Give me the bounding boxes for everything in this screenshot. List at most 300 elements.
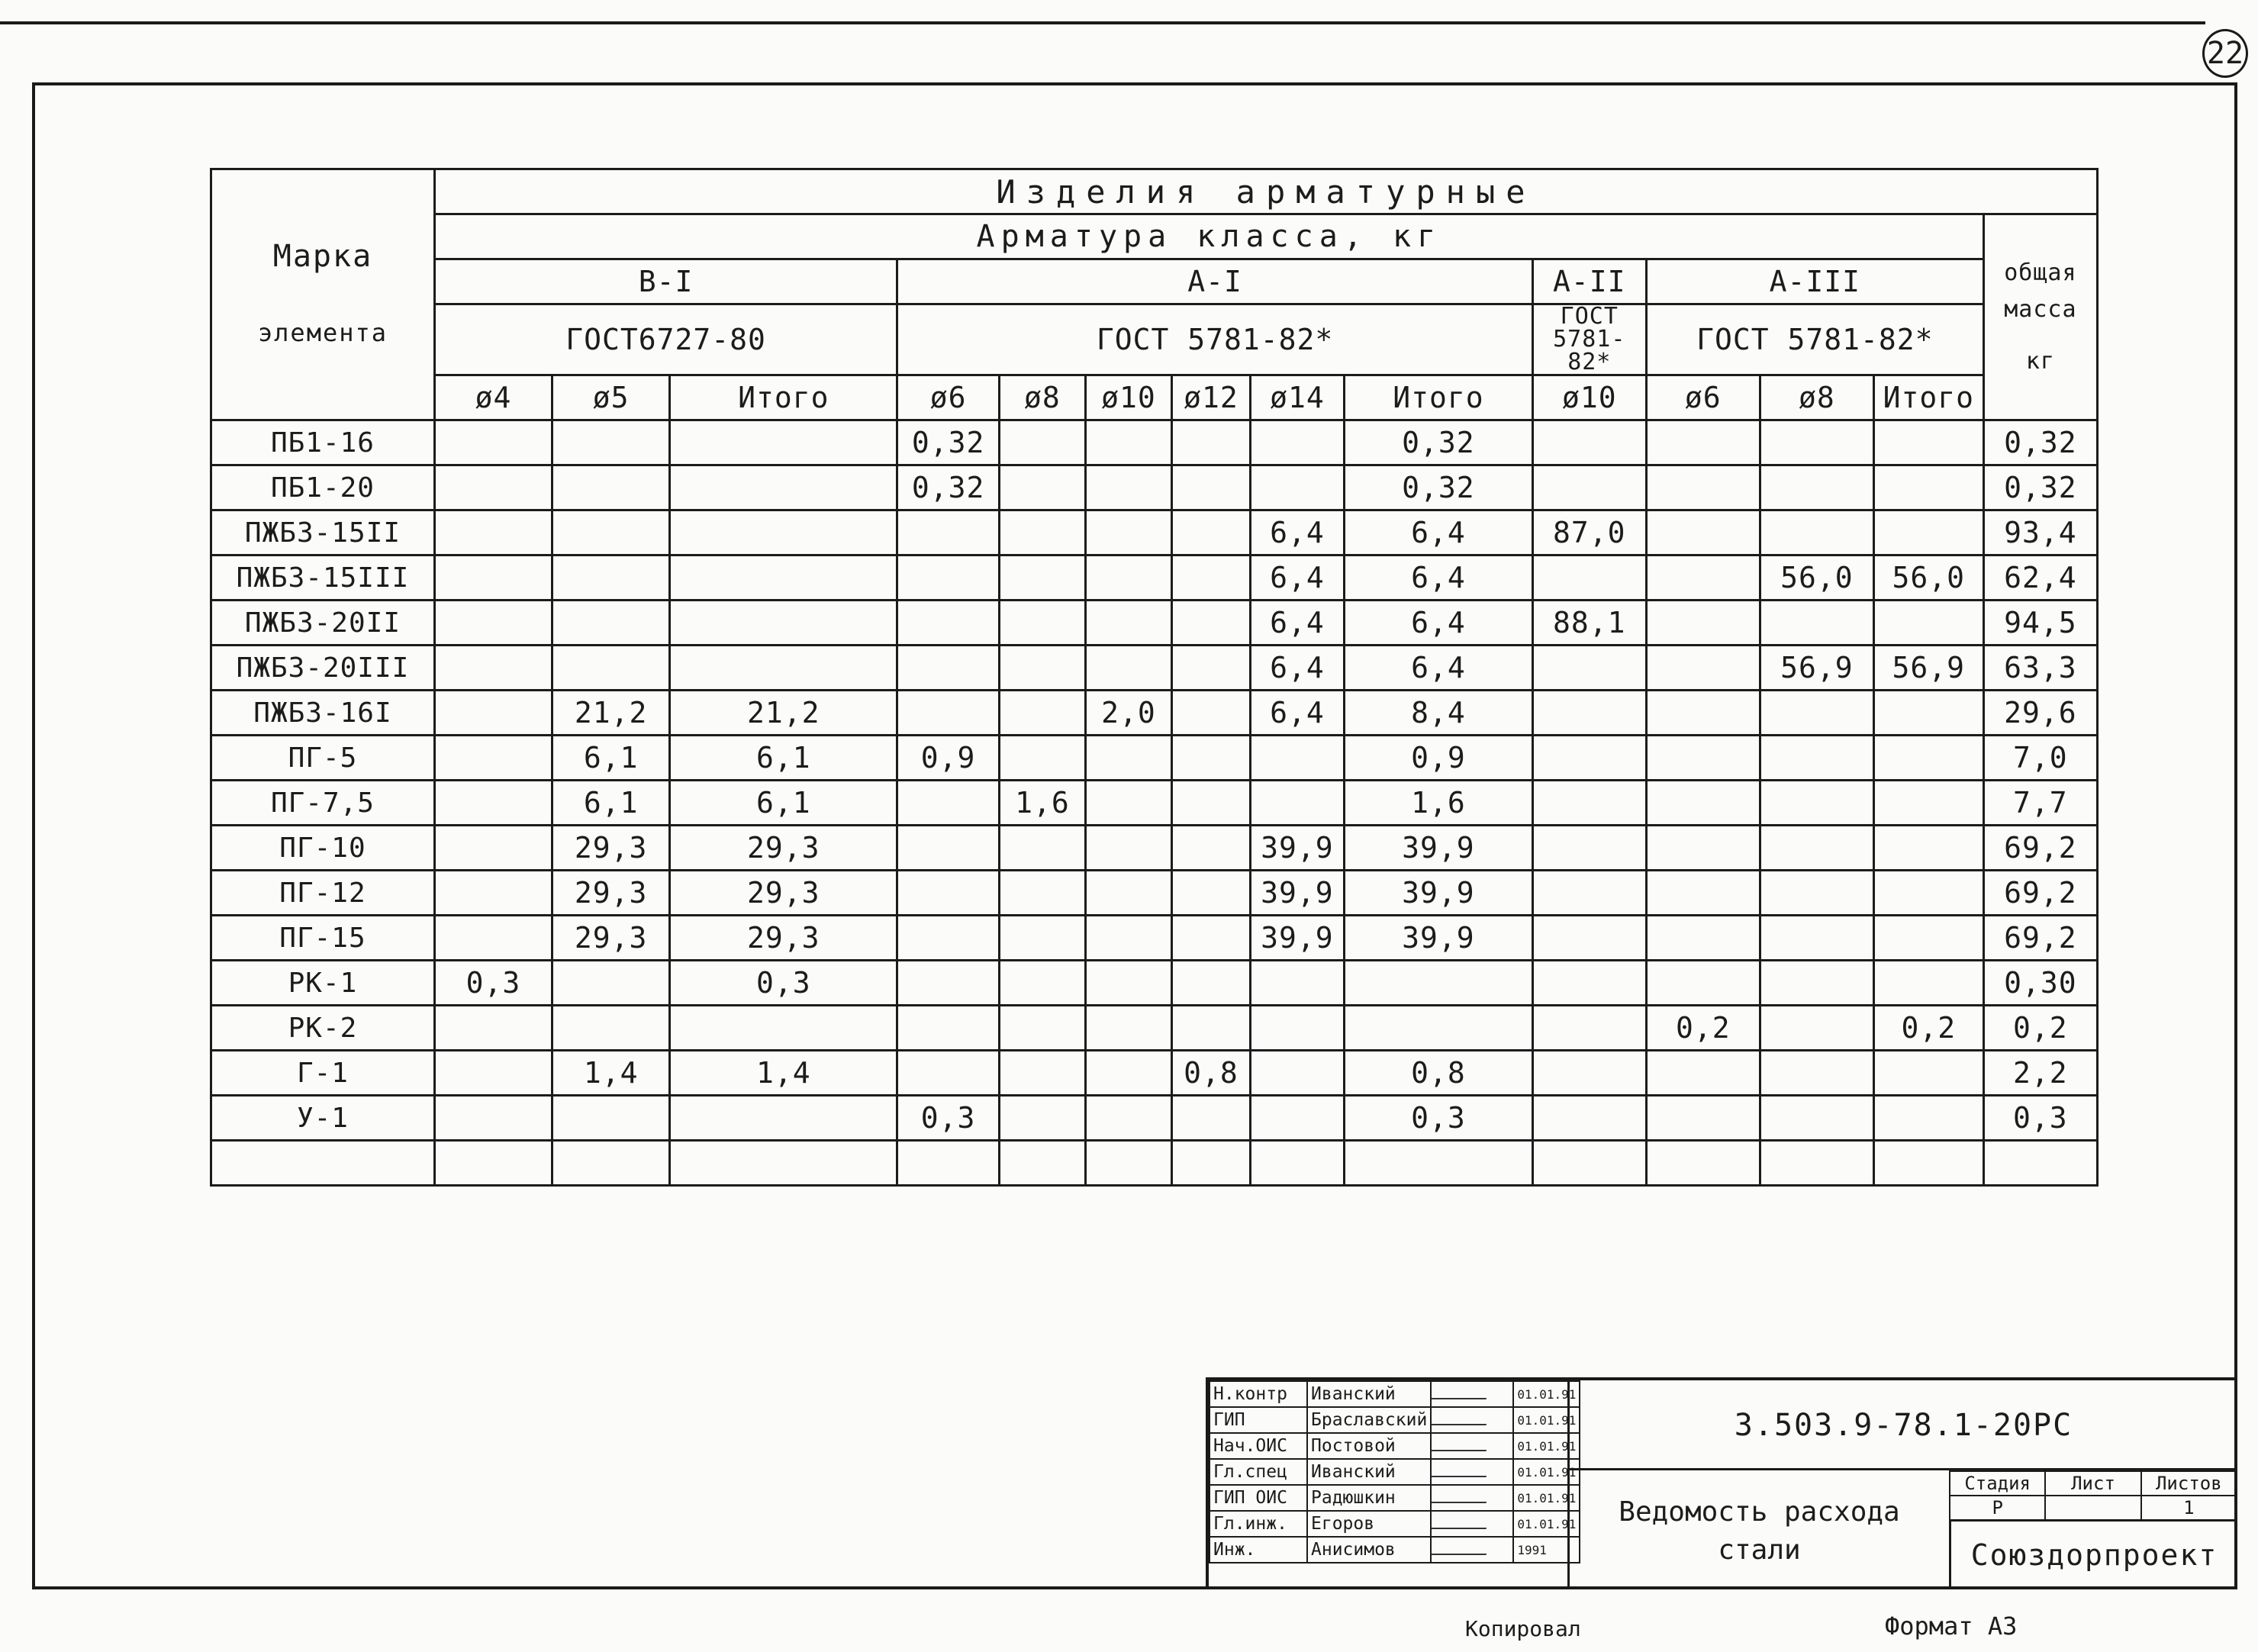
element-mark: ПЖБ3-16I	[211, 691, 435, 736]
signers-table	[1209, 1380, 1580, 1563]
element-mark: РК-1	[211, 961, 435, 1006]
mass-cell: 39,9	[1250, 916, 1344, 961]
mass-cell	[1760, 1006, 1873, 1051]
table-row	[211, 646, 2098, 691]
mass-cell	[1250, 736, 1344, 781]
mass-cell	[1760, 420, 1873, 465]
mass-cell: 39,9	[1345, 826, 1533, 871]
mass-cell: 0,2	[1873, 1006, 1983, 1051]
signer-date: 01.01.91	[1513, 1511, 1580, 1537]
mass-cell	[1760, 916, 1873, 961]
mass-cell	[1532, 961, 1646, 1006]
signature-mark	[1432, 1410, 1493, 1425]
mass-cell	[1172, 601, 1251, 646]
mass-cell	[1646, 465, 1760, 510]
sheets-value: 1	[2141, 1496, 2237, 1520]
organization: Союздорпроект	[1949, 1519, 2237, 1589]
mass-cell	[1172, 420, 1251, 465]
mass-cell	[1345, 961, 1533, 1006]
mass-cell	[552, 646, 670, 691]
element-mark: ПБ1-16	[211, 420, 435, 465]
table-row	[211, 510, 2098, 555]
mass-cell	[999, 691, 1085, 736]
element-mark: ПГ-12	[211, 871, 435, 916]
mass-cell	[1873, 465, 1983, 510]
mass-cell	[1760, 465, 1873, 510]
mass-cell	[552, 961, 670, 1006]
mass-cell	[552, 510, 670, 555]
group-name-a2: А-II	[1532, 259, 1646, 304]
mass-cell	[1873, 691, 1983, 736]
mass-cell	[1250, 465, 1344, 510]
mass-cell	[1873, 420, 1983, 465]
mark-header	[211, 169, 435, 420]
mass-cell: 56,9	[1873, 646, 1983, 691]
group-gost-a1: ГОСТ 5781-82*	[897, 304, 1532, 375]
mass-cell	[897, 691, 1000, 736]
empty-cell	[1085, 1141, 1171, 1186]
steel-consumption-table	[210, 168, 2099, 1187]
mass-cell	[1172, 961, 1251, 1006]
signature-mark	[1432, 1384, 1493, 1399]
mass-cell	[1873, 961, 1983, 1006]
mass-cell	[1172, 826, 1251, 871]
total-mass-cell: 29,6	[1983, 691, 2097, 736]
total-mass-header-line-1: общая	[2004, 259, 2077, 286]
mass-cell: 0,32	[897, 420, 1000, 465]
document-title	[1567, 1470, 1949, 1589]
mass-cell	[1873, 826, 1983, 871]
mass-cell: 39,9	[1345, 916, 1533, 961]
mass-cell	[1532, 691, 1646, 736]
mass-cell: 6,4	[1345, 510, 1533, 555]
mass-cell	[1646, 601, 1760, 646]
mass-cell	[897, 601, 1000, 646]
mass-cell: 6,1	[670, 781, 897, 826]
mass-cell	[1085, 781, 1171, 826]
mass-cell	[1345, 1006, 1533, 1051]
format-label: Формат А3	[1885, 1612, 2018, 1641]
mass-cell	[1760, 736, 1873, 781]
empty-cell	[897, 1141, 1000, 1186]
signature	[1431, 1433, 1513, 1459]
mass-cell	[1085, 646, 1171, 691]
signature	[1431, 1485, 1513, 1511]
mass-cell	[670, 1006, 897, 1051]
signer-role: Гл.спец	[1210, 1459, 1307, 1485]
mass-cell	[1085, 916, 1171, 961]
element-mark: ПГ-5	[211, 736, 435, 781]
mass-cell: 0,2	[1646, 1006, 1760, 1051]
element-mark: ПЖБ3-15III	[211, 555, 435, 601]
mass-cell	[999, 510, 1085, 555]
mass-cell	[1085, 601, 1171, 646]
table-row	[211, 1096, 2098, 1141]
mass-cell	[434, 420, 552, 465]
signer-name: Иванский	[1307, 1459, 1431, 1485]
mass-cell: 29,3	[670, 916, 897, 961]
empty-cell	[1345, 1141, 1533, 1186]
group-name-a3: А-III	[1646, 259, 1983, 304]
mass-cell: 39,9	[1345, 871, 1533, 916]
empty-cell	[1646, 1141, 1760, 1186]
mass-cell	[1760, 1051, 1873, 1096]
mass-cell: 56,0	[1760, 555, 1873, 601]
mass-cell	[1873, 736, 1983, 781]
table-row	[211, 601, 2098, 646]
mass-cell	[1085, 420, 1171, 465]
mass-cell	[1760, 510, 1873, 555]
table-title: Изделия арматурные	[434, 169, 2097, 214]
table-row	[211, 555, 2098, 601]
class-header: Арматура класса, кг	[434, 214, 1983, 259]
mass-cell	[1172, 646, 1251, 691]
signer-row	[1210, 1433, 1580, 1459]
mass-cell	[897, 646, 1000, 691]
mass-cell	[1532, 555, 1646, 601]
mass-cell	[1085, 1006, 1171, 1051]
mass-cell	[1172, 736, 1251, 781]
mass-cell	[1873, 781, 1983, 826]
mass-cell	[897, 555, 1000, 601]
signer-role: Гл.инж.	[1210, 1511, 1307, 1537]
mass-cell	[1085, 555, 1171, 601]
total-mass-cell: 0,3	[1983, 1096, 2097, 1141]
signer-name: Радюшкин	[1307, 1485, 1431, 1511]
mass-cell	[999, 871, 1085, 916]
mass-cell	[1646, 510, 1760, 555]
mass-cell	[1760, 781, 1873, 826]
mass-cell	[1250, 1051, 1344, 1096]
diameter-header: ø8	[999, 375, 1085, 420]
mass-cell	[1172, 510, 1251, 555]
stage-table	[1949, 1470, 2237, 1521]
mass-cell	[1532, 781, 1646, 826]
mass-cell: 29,3	[670, 826, 897, 871]
diameter-header: ø6	[1646, 375, 1760, 420]
mass-cell	[1532, 1051, 1646, 1096]
empty-cell	[1873, 1141, 1983, 1186]
mass-cell	[1172, 691, 1251, 736]
signer-row	[1210, 1459, 1580, 1485]
signer-name: Иванский	[1307, 1381, 1431, 1407]
mass-cell	[1172, 1096, 1251, 1141]
mass-cell	[670, 510, 897, 555]
copied-label: Копировал	[1465, 1616, 1581, 1641]
empty-cell	[1172, 1141, 1251, 1186]
signature	[1431, 1537, 1513, 1563]
mass-cell	[1250, 961, 1344, 1006]
mass-cell	[1250, 1006, 1344, 1051]
signer-name: Анисимов	[1307, 1537, 1431, 1563]
total-mass-cell: 7,0	[1983, 736, 2097, 781]
total-mass-cell: 7,7	[1983, 781, 2097, 826]
group-name-b1: В-I	[434, 259, 897, 304]
mass-cell	[670, 420, 897, 465]
empty-cell	[999, 1141, 1085, 1186]
mass-cell: 6,4	[1345, 646, 1533, 691]
signature-mark	[1432, 1488, 1493, 1503]
total-mass-cell: 2,2	[1983, 1051, 2097, 1096]
mass-cell: 1,6	[1345, 781, 1533, 826]
sheet-header: Лист	[2045, 1471, 2140, 1496]
mass-cell: 29,3	[552, 826, 670, 871]
table-row	[211, 781, 2098, 826]
mass-cell: 0,32	[1345, 420, 1533, 465]
mass-cell	[1646, 916, 1760, 961]
total-mass-cell: 69,2	[1983, 916, 2097, 961]
element-mark: ПГ-15	[211, 916, 435, 961]
mass-cell	[434, 1006, 552, 1051]
mass-cell	[999, 420, 1085, 465]
mass-cell: 6,4	[1345, 601, 1533, 646]
diameter-header: Итого	[1345, 375, 1533, 420]
mass-cell: 6,1	[670, 736, 897, 781]
mass-cell	[999, 646, 1085, 691]
diameter-header: ø8	[1760, 375, 1873, 420]
group-name-a1: А-I	[897, 259, 1532, 304]
mass-cell	[1250, 420, 1344, 465]
mass-cell	[434, 465, 552, 510]
total-mass-cell: 0,30	[1983, 961, 2097, 1006]
mass-cell: 1,6	[999, 781, 1085, 826]
signer-date: 01.01.91	[1513, 1485, 1580, 1511]
mass-cell: 0,9	[897, 736, 1000, 781]
mass-cell	[1532, 871, 1646, 916]
mass-cell	[552, 555, 670, 601]
mass-cell	[1532, 420, 1646, 465]
mass-cell	[1085, 826, 1171, 871]
top-rule	[0, 21, 2205, 24]
mass-cell	[1085, 1096, 1171, 1141]
mass-cell	[999, 465, 1085, 510]
total-mass-header	[1983, 214, 2097, 420]
mass-cell	[1532, 826, 1646, 871]
mass-cell	[1646, 555, 1760, 601]
mass-cell: 1,4	[670, 1051, 897, 1096]
mass-cell: 0,3	[897, 1096, 1000, 1141]
mass-cell	[1646, 646, 1760, 691]
mass-cell	[1532, 736, 1646, 781]
mass-cell	[434, 555, 552, 601]
mass-cell	[999, 961, 1085, 1006]
signer-row	[1210, 1537, 1580, 1563]
mass-cell	[1532, 916, 1646, 961]
element-mark: ПЖБ3-20III	[211, 646, 435, 691]
mass-cell	[999, 555, 1085, 601]
mass-cell: 0,8	[1172, 1051, 1251, 1096]
signer-row	[1210, 1407, 1580, 1433]
mass-cell	[434, 781, 552, 826]
mass-cell	[999, 1096, 1085, 1141]
signature-mark	[1432, 1514, 1493, 1529]
table-row	[211, 691, 2098, 736]
mass-cell	[1646, 736, 1760, 781]
mass-cell	[1532, 646, 1646, 691]
mass-cell	[1532, 465, 1646, 510]
signer-role: ГИП	[1210, 1407, 1307, 1433]
mass-cell	[1873, 916, 1983, 961]
total-mass-cell: 69,2	[1983, 871, 2097, 916]
mass-cell	[1646, 691, 1760, 736]
total-mass-cell: 0,32	[1983, 420, 2097, 465]
signer-role: ГИП ОИС	[1210, 1485, 1307, 1511]
mass-cell	[1646, 871, 1760, 916]
mass-cell	[1873, 601, 1983, 646]
mass-cell	[1172, 916, 1251, 961]
mass-cell	[1646, 781, 1760, 826]
mass-cell	[897, 961, 1000, 1006]
signer-row	[1210, 1511, 1580, 1537]
total-mass-cell: 63,3	[1983, 646, 2097, 691]
element-mark: Г-1	[211, 1051, 435, 1096]
mass-cell	[897, 781, 1000, 826]
table-row	[211, 826, 2098, 871]
total-mass-cell: 62,4	[1983, 555, 2097, 601]
mass-cell: 0,3	[670, 961, 897, 1006]
mass-cell	[434, 601, 552, 646]
mass-cell: 0,9	[1345, 736, 1533, 781]
diameter-header: ø5	[552, 375, 670, 420]
mass-cell	[434, 510, 552, 555]
mass-cell: 8,4	[1345, 691, 1533, 736]
total-mass-cell: 69,2	[1983, 826, 2097, 871]
mass-cell	[1646, 826, 1760, 871]
mass-cell	[1760, 1096, 1873, 1141]
total-mass-header-line-2: масса	[2004, 295, 2077, 323]
signature-mark	[1432, 1462, 1493, 1477]
mass-cell	[1250, 781, 1344, 826]
mass-cell	[552, 465, 670, 510]
element-mark: ПЖБ3-15II	[211, 510, 435, 555]
signer-role: Н.контр	[1210, 1381, 1307, 1407]
mass-cell	[897, 1006, 1000, 1051]
mass-cell	[1646, 1096, 1760, 1141]
signature	[1431, 1407, 1513, 1433]
mass-cell	[434, 871, 552, 916]
mass-cell	[1250, 1096, 1344, 1141]
stage-header: Стадия	[1950, 1471, 2045, 1496]
sheets-header: Листов	[2141, 1471, 2237, 1496]
mass-cell	[1085, 465, 1171, 510]
table-row	[211, 1006, 2098, 1051]
mass-cell	[1172, 1006, 1251, 1051]
table-row	[211, 961, 2098, 1006]
group-gost-b1: ГОСТ6727-80	[434, 304, 897, 375]
mass-cell	[434, 736, 552, 781]
total-mass-cell: 93,4	[1983, 510, 2097, 555]
mass-cell: 0,8	[1345, 1051, 1533, 1096]
mass-cell	[434, 691, 552, 736]
signature-mark	[1432, 1540, 1493, 1555]
signer-date: 01.01.91	[1513, 1459, 1580, 1485]
table-row	[211, 1051, 2098, 1096]
mass-cell	[434, 916, 552, 961]
diameter-header: ø10	[1532, 375, 1646, 420]
mass-cell: 56,0	[1873, 555, 1983, 601]
mass-cell	[552, 601, 670, 646]
diameter-header: ø12	[1172, 375, 1251, 420]
total-mass-cell: 94,5	[1983, 601, 2097, 646]
mass-cell	[999, 826, 1085, 871]
mass-cell	[1085, 871, 1171, 916]
mass-cell	[1873, 510, 1983, 555]
mass-cell	[1760, 961, 1873, 1006]
empty-cell	[1532, 1141, 1646, 1186]
mass-cell: 0,32	[897, 465, 1000, 510]
mass-cell: 29,3	[552, 871, 670, 916]
signer-role: Нач.ОИС	[1210, 1433, 1307, 1459]
empty-cell	[211, 1141, 435, 1186]
mass-cell: 6,4	[1250, 601, 1344, 646]
mass-cell: 87,0	[1532, 510, 1646, 555]
mass-cell	[1873, 1051, 1983, 1096]
mass-cell	[1873, 1096, 1983, 1141]
mass-cell	[999, 736, 1085, 781]
mass-cell: 0,32	[1345, 465, 1533, 510]
mass-cell	[1172, 465, 1251, 510]
mass-cell	[897, 510, 1000, 555]
element-mark: ПГ-7,5	[211, 781, 435, 826]
signer-name: Браславский	[1307, 1407, 1431, 1433]
group-gost-a2: ГОСТ 5781-82*	[1532, 304, 1646, 375]
mass-cell	[897, 1051, 1000, 1096]
mass-cell	[1873, 871, 1983, 916]
signer-date: 01.01.91	[1513, 1381, 1580, 1407]
mass-cell: 21,2	[552, 691, 670, 736]
diameter-header: ø14	[1250, 375, 1344, 420]
mass-cell	[434, 826, 552, 871]
table-row	[211, 916, 2098, 961]
diameter-header: ø6	[897, 375, 1000, 420]
mass-cell: 39,9	[1250, 871, 1344, 916]
mass-cell	[1646, 1051, 1760, 1096]
mass-cell	[1646, 961, 1760, 1006]
mass-cell: 6,4	[1250, 691, 1344, 736]
element-mark: ПБ1-20	[211, 465, 435, 510]
mass-cell	[1532, 1006, 1646, 1051]
mass-cell	[1760, 826, 1873, 871]
diameter-header: ø4	[434, 375, 552, 420]
signature	[1431, 1511, 1513, 1537]
document-title-line-2: стали	[1718, 1534, 1801, 1566]
mass-cell: 6,4	[1250, 646, 1344, 691]
total-mass-cell: 0,32	[1983, 465, 2097, 510]
mass-cell: 56,9	[1760, 646, 1873, 691]
mass-cell	[1085, 510, 1171, 555]
mass-cell: 29,3	[670, 871, 897, 916]
document-code: 3.503.9-78.1-20РС	[1567, 1380, 2237, 1470]
element-mark: У-1	[211, 1096, 435, 1141]
mass-cell	[897, 826, 1000, 871]
mass-cell: 6,1	[552, 736, 670, 781]
mass-cell: 2,0	[1085, 691, 1171, 736]
empty-cell	[1250, 1141, 1344, 1186]
mass-cell: 6,4	[1345, 555, 1533, 601]
mass-cell: 0,3	[434, 961, 552, 1006]
mass-cell	[1085, 1051, 1171, 1096]
mass-cell: 6,4	[1250, 555, 1344, 601]
mass-cell	[999, 601, 1085, 646]
empty-cell	[1983, 1141, 2097, 1186]
mass-cell	[999, 1051, 1085, 1096]
mass-cell	[434, 646, 552, 691]
mass-cell	[1760, 601, 1873, 646]
signature-mark	[1432, 1436, 1493, 1451]
signer-date: 01.01.91	[1513, 1407, 1580, 1433]
sheet-value	[2045, 1496, 2140, 1520]
signer-date: 01.01.91	[1513, 1433, 1580, 1459]
